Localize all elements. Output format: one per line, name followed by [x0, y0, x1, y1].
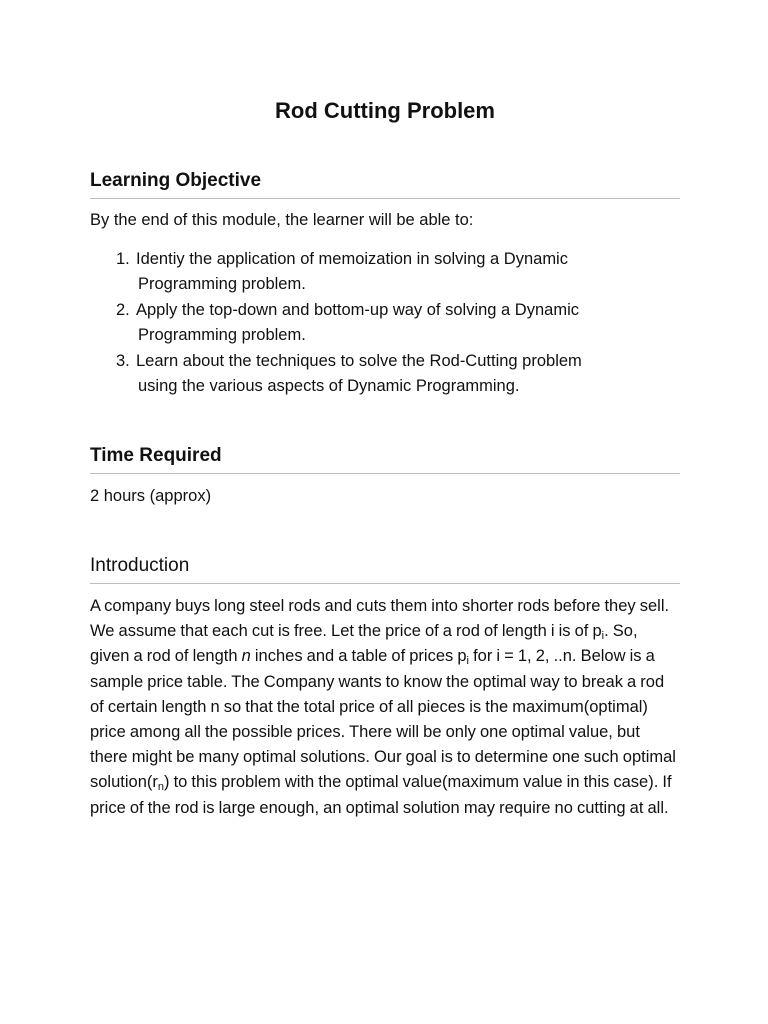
time-required-section [90, 443, 680, 509]
introduction-section [90, 553, 680, 821]
objective-text-line1: Learn about the techniques to solve the Rod-Cutting problem [136, 352, 582, 370]
objective-number: 2. [116, 301, 130, 319]
objective-text-line2: Programming problem. [138, 275, 306, 293]
objective-item [90, 349, 680, 399]
objective-number: 3. [116, 352, 130, 370]
objective-item [90, 247, 680, 297]
objective-text-line2: using the various aspects of Dynamic Programming. [138, 377, 520, 395]
page-title: Rod Cutting Problem [275, 98, 495, 123]
italic-n: n [241, 647, 251, 666]
intro-text-part: ) to this problem with the optimal value(maximum value in this case). If price of the rod is large enough, an optimal solution may require no cutting at all. [90, 773, 672, 817]
time-required-heading: Time Required [90, 443, 680, 474]
introduction-heading: Introduction [90, 553, 680, 584]
subscript-i: i [466, 655, 469, 668]
objective-text-line1: Apply the top-down and bottom-up way of solving a Dynamic [136, 301, 579, 319]
learning-objective-intro: By the end of this module, the learner will be able to: [90, 211, 474, 229]
learning-objective-heading: Learning Objective [90, 168, 680, 199]
objective-text-line2: Programming problem. [138, 326, 306, 344]
subscript-i: i [601, 630, 605, 643]
time-required-value: 2 hours (approx) [90, 487, 212, 505]
objective-number: 1. [116, 250, 130, 268]
intro-text-part: inches and a table of prices p [250, 647, 467, 666]
learning-objective-section [90, 168, 680, 400]
objective-text-line1: Identiy the application of memoization in solving a Dynamic [136, 250, 568, 268]
intro-text-part: . So, given a rod of length [90, 622, 638, 666]
objective-list [90, 247, 680, 399]
intro-text-part: for i = 1, 2, ..n. Below is a sample price table. The Company wants to know the optimal way to break a rod of certain length n so that the total price of all pieces is the maximum(optimal) price among all the possible prices. There will be only one optimal value, but there might be many optimal solutions. Our goal is to determine one such optimal solution(r [90, 647, 676, 792]
objective-item [90, 298, 680, 348]
subscript-n: n [157, 781, 164, 794]
intro-text-part: A company buys long steel rods and cuts them into shorter rods before they sell. We assume that each cut is free. Let the price of a rod of length i is of p [90, 597, 670, 641]
introduction-paragraph [90, 594, 680, 821]
